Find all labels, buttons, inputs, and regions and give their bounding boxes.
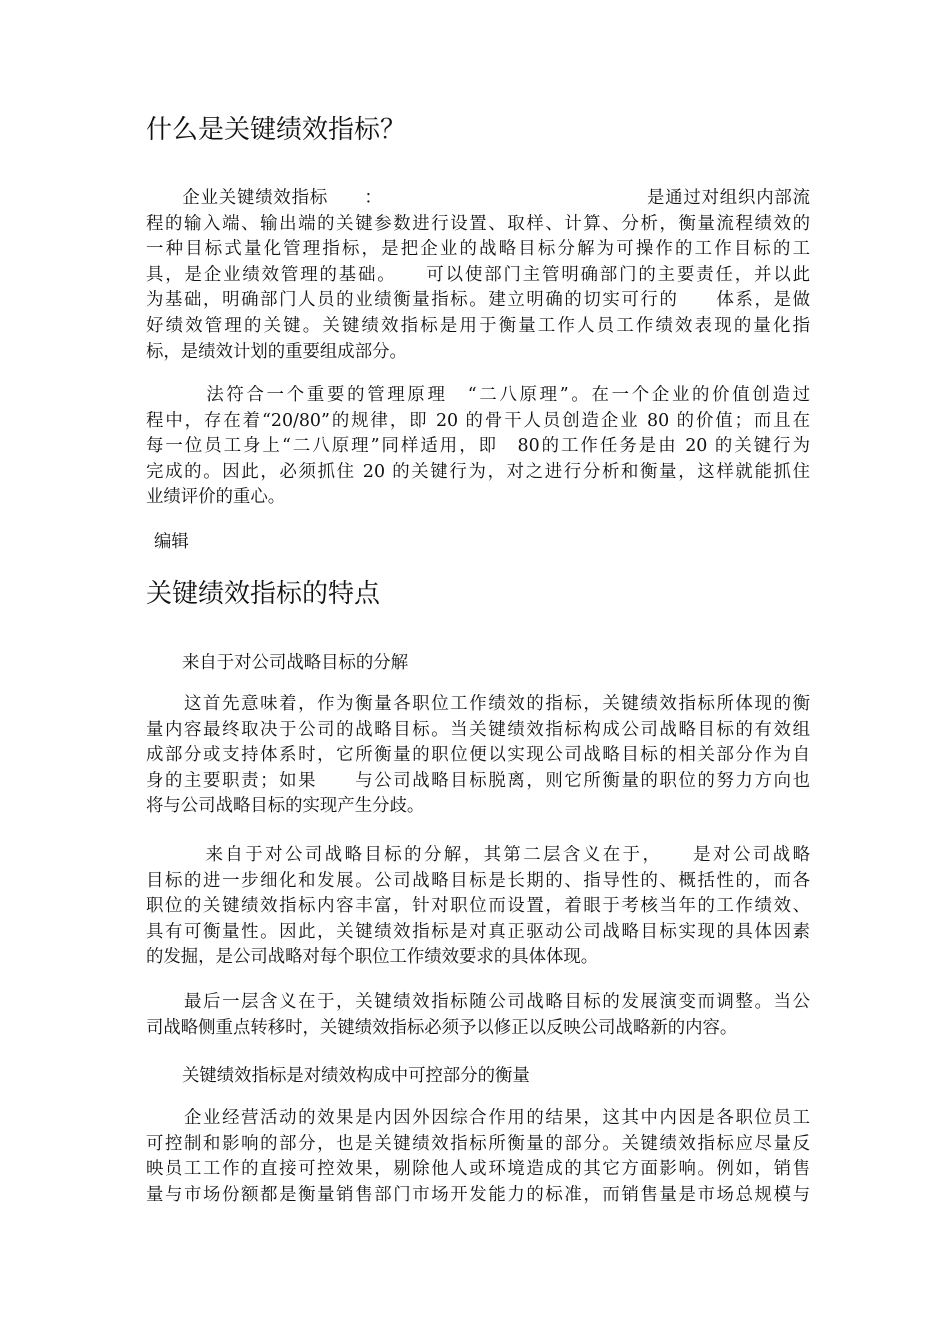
text-line: 量内容最终取决于公司的战略目标。当关键绩效指标构成公司战略目标的有效组 [146, 719, 810, 740]
subheading-controllable-part: 关键绩效指标是对绩效构成中可控部分的衡量 [182, 1066, 530, 1086]
text-line: 目标的进一步细化和发展。公司战略目标是长期的、指导性的、概括性的，而各 [146, 870, 810, 891]
text-line: 将与公司战略目标的实现产生分歧。 [146, 796, 425, 817]
section-title-kpi-features: 关键绩效指标的特点 [146, 579, 381, 609]
edit-link[interactable]: 编辑 [154, 532, 189, 552]
subheading-strategy-decomposition: 来自于对公司战略目标的分解 [182, 653, 409, 673]
text-line: 每一位员工身上“二八原理”同样适用，即 80的工作任务是由 20 的关键行为 [146, 436, 810, 457]
text-line: 为基础，明确部门人员的业绩衡量指标。建立明确的切实可行的 体系，是做 [146, 290, 810, 311]
text-line: 成部分或支持体系时，它所衡量的职位便以实现公司战略目标的相关部分作为自 [146, 745, 810, 766]
text-line: 法符合一个重要的管理原理 “二八原理”。在一个企业的价值创造过 [146, 385, 810, 405]
text-line: 完成的。因此，必须抓住 20 的关键行为，对之进行分析和衡量，这样就能抓住 [146, 461, 810, 482]
text-line: 职位的关键绩效指标内容丰富，针对职位而设置，着眼于考核当年的工作绩效、 [146, 896, 810, 917]
text-line: 一种目标式量化管理指标，是把企业的战略目标分解为可操作的工作目标的工 [146, 239, 810, 260]
text-line: 最后一层含义在于，关键绩效指标随公司战略目标的发展演变而调整。当公 [146, 992, 810, 1012]
paragraph-pareto-principle [146, 383, 810, 511]
text-line: 身的主要职责；如果 与公司战略目标脱离，则它所衡量的职位的努力方向也 [146, 770, 810, 791]
text-line: 标，是绩效计划的重要组成部分。 [146, 341, 407, 362]
paragraph-controllable-part [146, 1106, 810, 1208]
paragraph-strategy-meaning-2 [146, 843, 810, 971]
text-line: 的发掘，是公司战略对每个职位工作绩效要求的具体体现。 [146, 947, 599, 968]
text-line: 这首先意味着，作为衡量各职位工作绩效的指标，关键绩效指标所体现的衡 [146, 694, 810, 714]
text-line: 程中，存在着“20/80”的规律，即 20 的骨干人员创造企业 80 的价值；而且在 [146, 410, 810, 431]
text-line: 具，是企业绩效管理的基础。 可以使部门主管明确部门的主要责任，并以此 [146, 264, 810, 285]
text-line: 企业关键绩效指标 ： 是通过对组织内部流 [146, 188, 810, 208]
paragraph-kpi-definition [146, 186, 810, 365]
text-line: 司战略侧重点转移时，关键绩效指标必须予以修正以反映公司战略新的内容。 [146, 1017, 738, 1038]
text-line: 量与市场份额都是衡量销售部门市场开发能力的标准，而销售量是市场总规模与 [146, 1184, 810, 1205]
text-line: 来自于对公司战略目标的分解，其第二层含义在于， 是对公司战略 [146, 845, 810, 865]
text-line: 具有可衡量性。因此，关键绩效指标是对真正驱动公司战略目标实现的具体因素 [146, 921, 810, 942]
paragraph-strategy-meaning-1 [146, 692, 810, 820]
text-line: 程的输入端、输出端的关键参数进行设置、取样、计算、分析，衡量流程绩效的 [146, 213, 810, 234]
text-line: 好绩效管理的关键。关键绩效指标是用于衡量工作人员工作绩效表现的量化指 [146, 315, 810, 336]
text-line: 映员工工作的直接可控效果，剔除他人或环境造成的其它方面影响。例如，销售 [146, 1159, 810, 1180]
text-line: 可控制和影响的部分，也是关键绩效指标所衡量的部分。关键绩效指标应尽量反 [146, 1133, 810, 1154]
text-line: 企业经营活动的效果是内因外因综合作用的结果，这其中内因是各职位员工 [146, 1108, 810, 1128]
section-title-what-is-kpi: 什么是关键绩效指标？ [146, 115, 407, 145]
paragraph-strategy-meaning-3 [146, 990, 810, 1041]
text-line: 业绩评价的重心。 [146, 487, 286, 508]
